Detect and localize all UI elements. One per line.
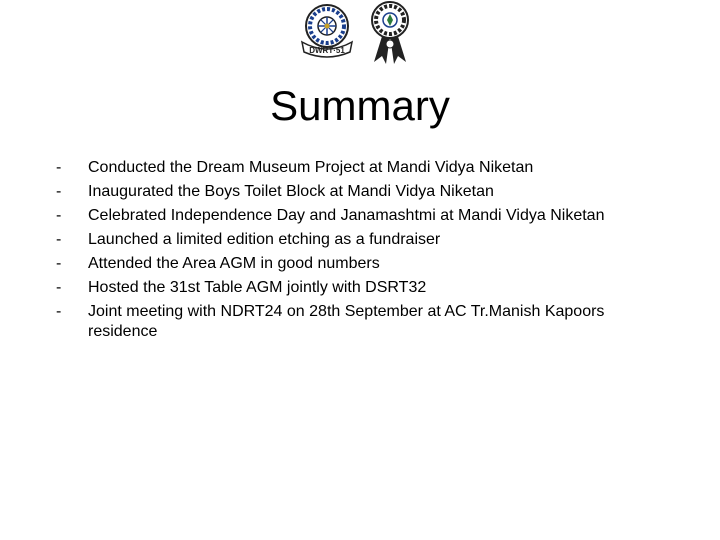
bullet-dash: - — [56, 231, 62, 248]
bullet-dash: - — [56, 207, 62, 224]
list-item — [56, 278, 656, 298]
list-item-text: Inaugurated the Boys Toilet Block at Mandi Vidya Niketan — [88, 183, 494, 200]
summary-list — [56, 158, 656, 346]
page-title: Summary — [270, 82, 450, 129]
bullet-dash: - — [56, 279, 62, 296]
bullet-dash: - — [56, 303, 62, 320]
bullet-dash: - — [56, 159, 62, 176]
list-item — [56, 158, 656, 178]
list-item-text: Conducted the Dream Museum Project at Mandi Vidya Niketan — [88, 159, 534, 176]
list-item-text: Celebrated Independence Day and Janamashtmi at Mandi Vidya Niketan — [88, 207, 605, 224]
bullet-dash: - — [56, 255, 62, 272]
list-item-text: Joint meeting with NDRT24 on 28th September at AC Tr.Manish Kapoors residence — [88, 303, 605, 340]
round-table-wheel-emblem-icon — [298, 2, 356, 58]
bullet-dash: - — [56, 183, 62, 200]
list-item-text: Launched a limited edition etching as a fundraiser — [88, 231, 441, 248]
list-item — [56, 182, 656, 202]
list-item-text: Attended the Area AGM in good numbers — [88, 255, 380, 272]
list-item — [56, 206, 656, 226]
list-item — [56, 302, 656, 342]
list-item — [56, 230, 656, 250]
list-item — [56, 254, 656, 274]
svg-text:DWRT·51: DWRT·51 — [309, 46, 345, 55]
logo-bar — [0, 0, 720, 70]
list-item-text: Hosted the 31st Table AGM jointly with DSRT32 — [88, 279, 427, 296]
ladies-circle-ribbon-emblem-icon — [364, 0, 416, 66]
